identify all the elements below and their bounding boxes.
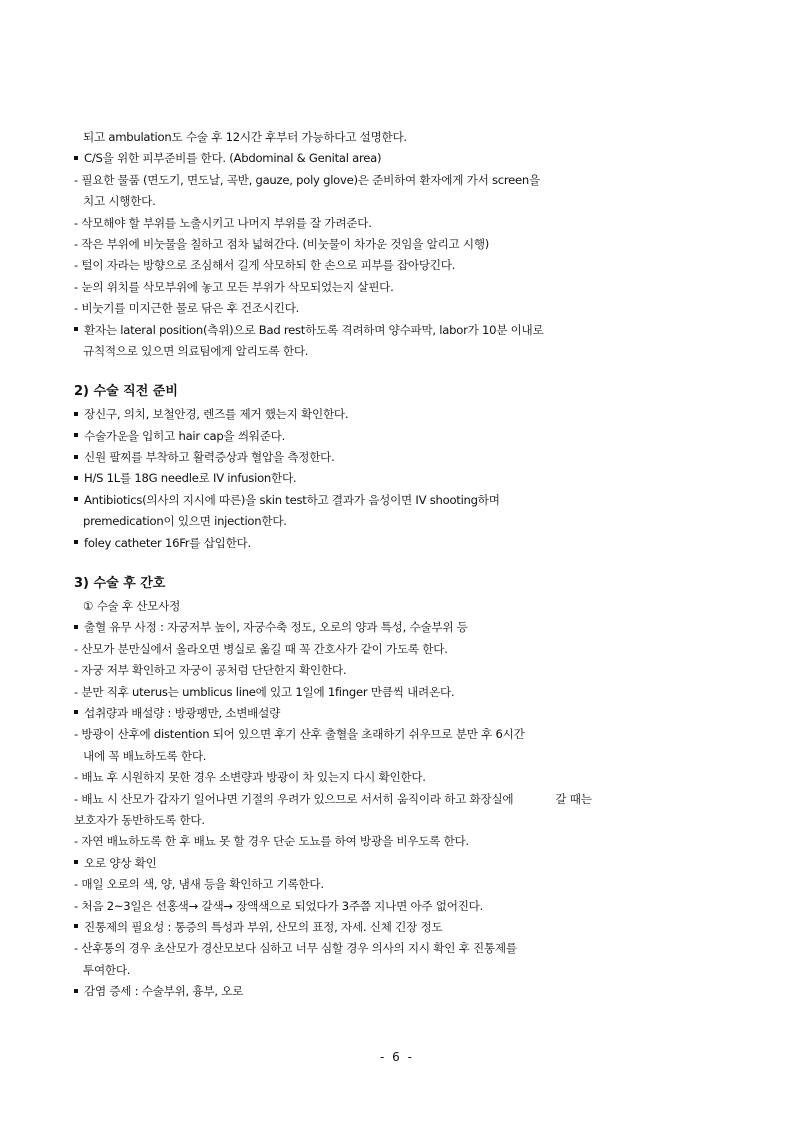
bullet-item: 오로 양상 확인 (74, 853, 724, 874)
dash-item: - 필요한 물품 (면도기, 면도날, 곡반, gauze, poly glove)은 준비하여 환자에게 가서 screen을 (74, 172, 540, 187)
dash-item-with-gap (74, 789, 724, 810)
dash-item-text: - 배뇨 시 산모가 갑자기 일어나면 기절의 우려가 있으므로 서서히 움직이라 하고 화장실에 (74, 791, 514, 806)
dash-item: - 매일 오로의 색, 양, 냄새 등을 확인하고 기록한다. (74, 877, 324, 892)
dash-item: - 산후통의 경우 초산모가 경산모보다 심하고 너무 심할 경우 의사의 지시 확인 후 진통제를 (74, 941, 517, 956)
page-number: - 6 - (380, 1050, 414, 1064)
text-line: premedication이 있으면 injection한다. (83, 514, 287, 529)
section-3 (74, 572, 724, 1002)
text-line: 규칙적으로 있으면 의료팀에게 알리도록 한다. (83, 343, 309, 358)
bullet-item: 환자는 lateral position(측위)으로 Bad rest하도록 격려하며 양수파막, labor가 10분 이내로 (74, 320, 724, 341)
document-body (74, 127, 724, 1002)
bullet-item: 신원 팔찌를 부착하고 활력증상과 혈압을 측정한다. (74, 447, 724, 468)
dash-item: - 산모가 분만실에서 올라오면 병실로 옮길 때 꼭 간호사가 같이 가도록 한다. (74, 641, 448, 656)
dash-item: - 분만 직후 uterus는 umblicus line에 있고 1일에 1finger 만큼씩 내려온다. (74, 684, 455, 699)
dash-item: - 방광이 산후에 distention 되어 있으면 후기 산후 출혈을 초래하기 쉬우므로 분만 후 6시간 (74, 727, 525, 742)
bullet-item: 진통제의 필요성 : 통증의 특성과 부위, 산모의 표정, 자세. 신체 긴장 정도 (74, 917, 724, 938)
text-line: 치고 시행한다. (83, 194, 156, 209)
bullet-item: Antibiotics(의사의 지시에 따른)을 skin test하고 결과가 음성이면 IV shooting하며 (74, 490, 724, 511)
dash-item: - 배뇨 후 시원하지 못한 경우 소변량과 방광이 차 있는지 다시 확인한다. (74, 770, 426, 785)
dash-item-tail: 갈 때는 (555, 791, 592, 806)
bullet-item: C/S을 위한 피부준비를 한다. (Abdominal & Genital area) (74, 148, 724, 169)
dash-item: - 자궁 저부 확인하고 자궁이 공처럼 단단한지 확인한다. (74, 663, 347, 678)
text-line: 되고 ambulation도 수술 후 12시간 후부터 가능하다고 설명한다. (83, 130, 407, 144)
bullet-item: foley catheter 16Fr를 삽입한다. (74, 533, 724, 554)
bullet-item: 장신구, 의치, 보철안경, 렌즈를 제거 했는지 확인한다. (74, 404, 724, 425)
bullet-item: 수술가운을 입히고 hair cap을 씌워준다. (74, 426, 724, 447)
dash-item: - 작은 부위에 비눗물을 칠하고 점차 넓혀간다. (비눗물이 차가운 것임을 알리고 시행) (74, 236, 490, 251)
text-line: 내에 꼭 배뇨하도록 한다. (83, 748, 207, 763)
section-1-content (74, 127, 724, 362)
bullet-item: 섭취량과 배설량 : 방광팽만, 소변배설량 (74, 703, 724, 724)
dash-item: - 털이 자라는 방향으로 조심해서 길게 삭모하되 한 손으로 피부를 잡아당긴다. (74, 258, 456, 273)
dash-item: - 처음 2~3일은 선홍색→ 갈색→ 장액색으로 되었다가 3주쯤 지나면 아주 없어진다. (74, 898, 484, 913)
section-heading: 2) 수술 직전 준비 (74, 384, 178, 400)
subheading: ① 수술 후 산모사정 (83, 599, 181, 614)
dash-item: - 삭모해야 할 부위를 노출시키고 나머지 부위를 잘 가려준다. (74, 215, 372, 230)
bullet-item: H/S 1L를 18G needle로 IV infusion한다. (74, 468, 724, 489)
dash-item: - 비눗기를 미지근한 물로 닦은 후 건조시킨다. (74, 301, 300, 316)
section-heading: 3) 수술 후 간호 (74, 576, 166, 592)
bullet-item: 출혈 유무 사정 : 자궁저부 높이, 자궁수축 정도, 오로의 양과 특성, 수술부위 등 (74, 617, 724, 638)
dash-item: - 눈의 위치를 삭모부위에 놓고 모든 부위가 삭모되었는지 살핀다. (74, 279, 394, 294)
text-line: 투여한다. (83, 962, 131, 977)
section-2 (74, 380, 724, 554)
text-line: 보호자가 동반하도록 한다. (74, 812, 205, 827)
bullet-item: 감염 증세 : 수술부위, 흉부, 오로 (74, 981, 724, 1002)
dash-item: - 자연 배뇨하도록 한 후 배뇨 못 할 경우 단순 도뇨를 하여 방광을 비우도록 한다. (74, 834, 469, 849)
